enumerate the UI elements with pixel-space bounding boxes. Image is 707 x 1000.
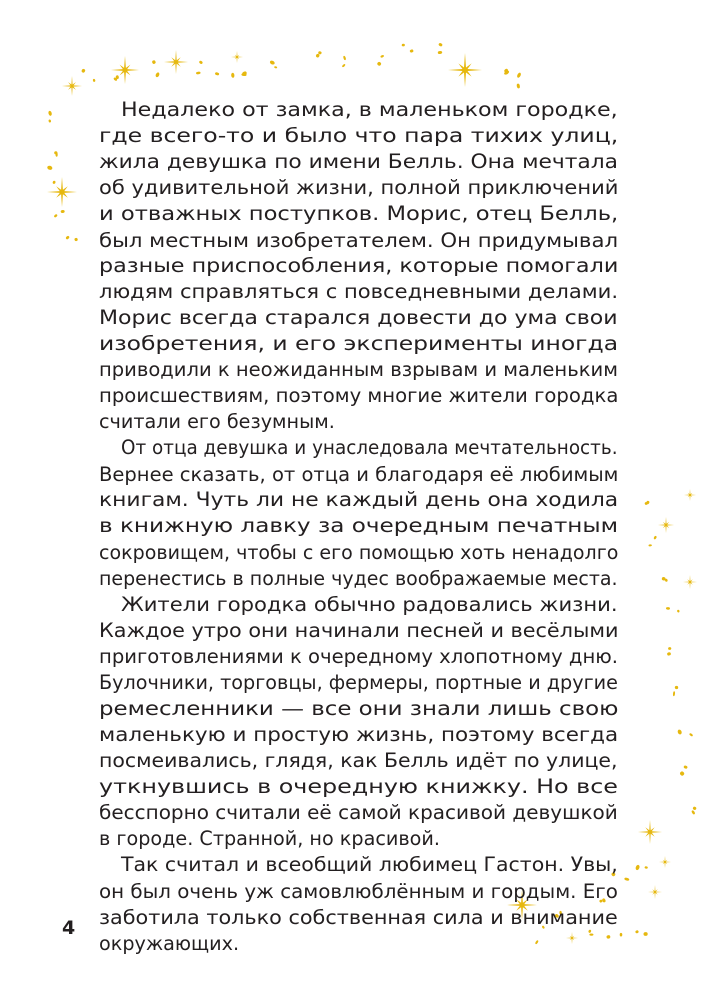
text-line: Так считал и всеобщий любимец Гастон. Увы, bbox=[121, 853, 618, 876]
sparkle-dot bbox=[689, 733, 693, 737]
sparkle-dot bbox=[380, 55, 384, 58]
sparkle-dot bbox=[409, 49, 413, 53]
sparkle-star-icon bbox=[448, 53, 482, 87]
sparkle-dot bbox=[675, 686, 679, 689]
sparkle-dot bbox=[438, 42, 443, 46]
text-line: книгам. Чуть ли не каждый день она ходила bbox=[99, 488, 619, 511]
sparkle-dot bbox=[648, 544, 652, 546]
text-line: изобретения, и его эксперименты иногда bbox=[99, 332, 619, 355]
sparkle-dot bbox=[692, 806, 696, 810]
text-line: бесспорно считали её самой красивой девушкой bbox=[99, 801, 618, 824]
text-line: Недалеко от замка, в маленьком городке, bbox=[121, 98, 618, 121]
sparkle-star-icon bbox=[659, 856, 671, 868]
sparkle-dot bbox=[535, 940, 539, 945]
text-line: Булочники, торговцы, фермеры, портные и другие bbox=[99, 671, 618, 694]
text-line: считали его безумным. bbox=[99, 410, 335, 433]
text-line: Морис всегда старался довести до ума свои bbox=[99, 306, 618, 329]
sparkle-dot bbox=[402, 44, 405, 47]
sparkle-dot bbox=[377, 61, 382, 66]
page-number: 4 bbox=[62, 917, 76, 939]
text-line: он был очень уж самовлюблённым и гордым. Его bbox=[99, 880, 618, 903]
text-line: в городе. Странной, но красивой. bbox=[99, 827, 440, 850]
sparkle-dot bbox=[606, 935, 610, 939]
sparkle-star-icon bbox=[231, 51, 243, 63]
sparkle-star-icon bbox=[47, 177, 77, 207]
sparkle-dot bbox=[74, 237, 78, 241]
text-line: об удивительной жизни, полной приключений bbox=[99, 176, 619, 199]
text-line: был местным изобретателем. Он придумывал bbox=[99, 229, 619, 252]
text-line: уткнувшись в очередную книжку. Но все bbox=[99, 775, 618, 798]
sparkle-dot bbox=[269, 60, 275, 65]
sparkle-dot bbox=[48, 119, 51, 122]
sparkle-dot bbox=[215, 72, 220, 76]
sparkle-dot bbox=[666, 607, 670, 610]
sparkle-dot bbox=[93, 79, 96, 82]
text-line: От отца девушка и унаследовала мечтательность. bbox=[121, 436, 618, 459]
sparkle-dot bbox=[677, 729, 682, 735]
text-line: сокровищем, чтобы с его помощью хоть ненадолго bbox=[99, 541, 619, 564]
sparkle-dot bbox=[343, 56, 346, 61]
sparkle-dot bbox=[635, 864, 640, 870]
sparkle-dot bbox=[677, 610, 680, 613]
sparkle-dot bbox=[199, 60, 204, 64]
sparkle-dot bbox=[318, 51, 322, 55]
sparkle-dot bbox=[48, 110, 53, 116]
sparkle-star-icon bbox=[648, 885, 662, 899]
sparkle-dot bbox=[683, 765, 688, 769]
sparkle-dot bbox=[47, 165, 53, 171]
sparkle-dot bbox=[438, 51, 443, 54]
sparkle-dot bbox=[668, 647, 671, 650]
sparkle-dot bbox=[624, 877, 630, 881]
sparkle-dot bbox=[152, 60, 157, 65]
text-line: заботила только собственная сила и внимание bbox=[99, 906, 618, 929]
text-line: Вернее сказать, от отца и благодаря её любимым bbox=[99, 463, 619, 486]
sparkle-dot bbox=[60, 210, 64, 214]
text-line: маленькую и простую жизнь, поэтому всегда bbox=[99, 723, 619, 746]
sparkle-dot bbox=[643, 932, 647, 936]
sparkle-star-icon bbox=[684, 489, 696, 501]
sparkle-dot bbox=[274, 66, 277, 69]
sparkle-star-icon bbox=[658, 517, 674, 533]
text-line: Жители городка обычно радовались жизни. bbox=[121, 593, 618, 616]
text-line: Каждое утро они начинали песней и весёлыми bbox=[99, 619, 619, 642]
text-line: окружающих. bbox=[99, 932, 240, 955]
sparkle-dot bbox=[81, 68, 86, 73]
sparkle-star-icon bbox=[566, 932, 578, 944]
sparkle-star-icon bbox=[683, 575, 697, 589]
text-line: приготовлениями к очередному хлопотному дню. bbox=[99, 645, 619, 668]
sparkle-dot bbox=[589, 934, 593, 936]
sparkle-dot bbox=[155, 72, 160, 78]
sparkle-dot bbox=[54, 214, 58, 218]
sparkle-dot bbox=[635, 930, 639, 934]
text-line: перенестись в полные чудес воображаемые места. bbox=[99, 567, 618, 590]
sparkle-dot bbox=[516, 72, 521, 78]
sparkle-star-icon bbox=[62, 76, 82, 96]
sparkle-dot bbox=[620, 933, 623, 937]
text-line: и отважных поступков. Морис, отец Белль, bbox=[99, 202, 619, 225]
sparkle-star-icon bbox=[164, 50, 188, 74]
text-line: в книжную лавку за очередным печатным bbox=[99, 514, 619, 537]
sparkle-dot bbox=[52, 181, 55, 185]
text-line: происшествиям, поэтому многие жители городка bbox=[99, 384, 619, 407]
sparkle-dot bbox=[65, 235, 70, 240]
sparkle-dot bbox=[231, 73, 235, 78]
text-line: посмеивались, глядя, как Белль идёт по улице, bbox=[99, 749, 618, 772]
text-line: людям справляться с повседневными делами. bbox=[99, 280, 619, 303]
text-line: ремесленники — все они знали лишь свою bbox=[99, 697, 619, 720]
sparkle-dot bbox=[679, 771, 685, 777]
sparkle-dot bbox=[516, 83, 520, 88]
sparkle-star-icon bbox=[638, 820, 662, 844]
sparkle-dot bbox=[653, 535, 657, 539]
text-line: жила девушка по имени Белль. Она мечтала bbox=[99, 150, 618, 173]
sparkle-dot bbox=[667, 652, 672, 656]
sparkle-dot bbox=[196, 71, 201, 74]
text-line: приводили к неожиданным взрывам и маленьким bbox=[99, 358, 618, 381]
sparkle-dot bbox=[644, 866, 648, 869]
text-line: где всего-то и было что пара тихих улиц, bbox=[99, 124, 619, 147]
sparkle-dot bbox=[342, 64, 346, 68]
sparkle-dot bbox=[673, 691, 676, 696]
text-line: разные приспособления, которые помогали bbox=[99, 254, 619, 277]
sparkle-dot bbox=[691, 810, 695, 815]
